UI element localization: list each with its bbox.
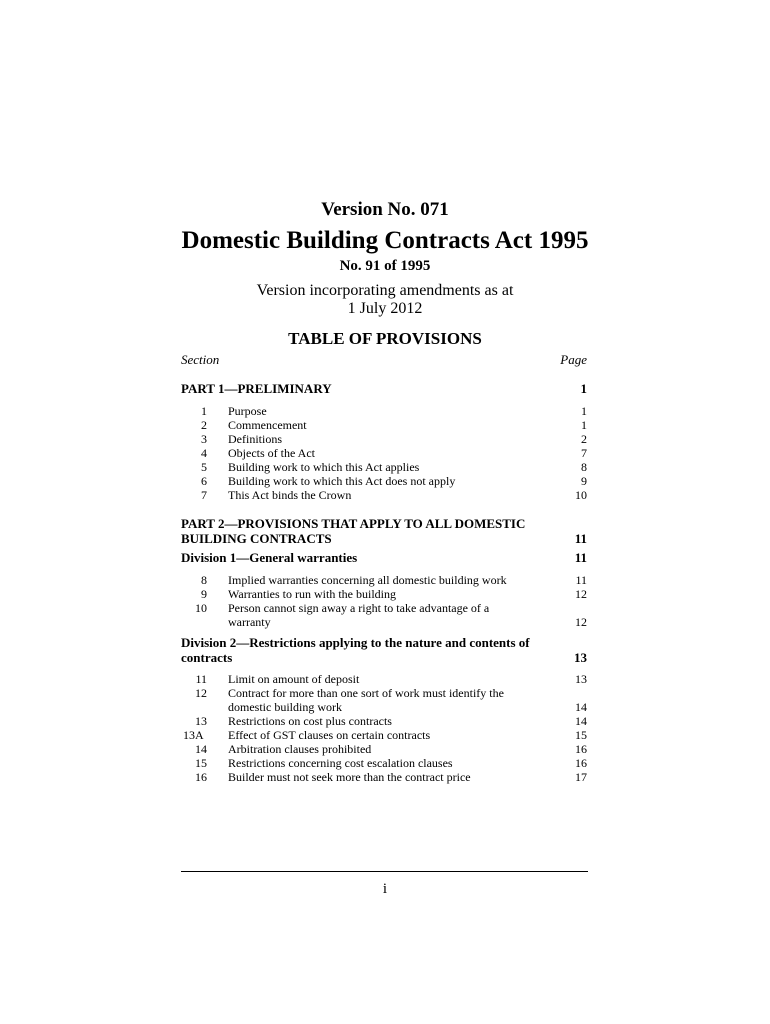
toc-entry xyxy=(181,601,587,629)
entry-page: 10 xyxy=(575,488,587,502)
entry-number: 4 xyxy=(201,446,207,460)
entry-page: 15 xyxy=(575,728,587,742)
entry-text: Building work to which this Act applies xyxy=(228,460,420,474)
entry-number: 16 xyxy=(195,770,207,784)
toc-title: TABLE OF PROVISIONS xyxy=(288,329,482,348)
entry-number: 15 xyxy=(195,756,207,770)
entry-number: 13A xyxy=(183,728,204,742)
entry-page: 14 xyxy=(575,700,587,714)
entry-number: 1 xyxy=(201,404,207,418)
entry-page: 17 xyxy=(575,770,587,784)
entry-number: 10 xyxy=(195,601,207,615)
division-1-heading xyxy=(181,550,587,565)
toc-entry xyxy=(181,672,587,686)
entry-number: 5 xyxy=(201,460,207,474)
toc-entry xyxy=(181,432,587,446)
entry-page: 12 xyxy=(575,587,587,601)
entry-text: Implied warranties concerning all domestic building work xyxy=(228,573,507,587)
part-1-heading xyxy=(181,381,587,396)
document-title: Domestic Building Contracts Act 1995 xyxy=(181,227,589,254)
entry-text: Building work to which this Act does not apply xyxy=(228,474,456,488)
toc-entry xyxy=(181,587,587,601)
entry-page: 2 xyxy=(581,432,587,446)
entry-text: Commencement xyxy=(228,418,307,432)
division-1-heading-page: 11 xyxy=(574,550,587,565)
section-column-header: Section xyxy=(181,352,220,367)
entry-text: Builder must not seek more than the contract price xyxy=(228,770,471,784)
entry-text: Definitions xyxy=(228,432,282,446)
part-2-heading-text: PART 2—PROVISIONS THAT APPLY TO ALL DOMESTIC BUILDING CONTRACTS xyxy=(181,516,526,546)
toc-entry xyxy=(181,686,587,714)
entry-page: 9 xyxy=(581,474,587,488)
part-2-heading-page: 11 xyxy=(574,531,587,546)
entry-number: 2 xyxy=(201,418,207,432)
entry-number: 13 xyxy=(195,714,207,728)
entry-number: 9 xyxy=(201,587,207,601)
entry-number: 7 xyxy=(201,488,207,502)
toc-entry xyxy=(181,573,587,587)
entry-page: 1 xyxy=(581,418,587,432)
entry-page: 11 xyxy=(575,573,587,587)
entry-text: Contract for more than one sort of work must identify the domestic building work xyxy=(228,686,504,714)
entry-text: Warranties to run with the building xyxy=(228,587,396,601)
toc-entry xyxy=(181,418,587,432)
entry-page: 14 xyxy=(575,714,587,728)
toc-entry xyxy=(181,756,587,770)
part-2-heading xyxy=(181,516,587,546)
entry-number: 11 xyxy=(195,672,207,686)
entry-text: Arbitration clauses prohibited xyxy=(228,742,372,756)
entry-page: 13 xyxy=(575,672,587,686)
toc-entry xyxy=(181,714,587,728)
entry-text: Person cannot sign away a right to take advantage of a warranty xyxy=(228,601,490,629)
page-number: i xyxy=(382,881,388,897)
entry-page: 8 xyxy=(581,460,587,474)
division-2-heading xyxy=(181,635,587,665)
entry-text: Limit on amount of deposit xyxy=(228,672,360,686)
division-2-heading-page: 13 xyxy=(574,650,587,665)
entry-number: 6 xyxy=(201,474,207,488)
entry-page: 16 xyxy=(575,756,587,770)
page-column-header: Page xyxy=(560,352,587,367)
division-1-heading-text: Division 1—General warranties xyxy=(181,550,358,565)
entry-number: 3 xyxy=(201,432,207,446)
toc-entry xyxy=(181,474,587,488)
toc-entry xyxy=(181,728,587,742)
part-1-heading-page: 1 xyxy=(580,381,587,396)
entry-text: Purpose xyxy=(228,404,267,418)
entry-text: Restrictions concerning cost escalation clauses xyxy=(228,756,453,770)
toc-entry xyxy=(181,488,587,502)
footer-rule xyxy=(181,871,588,872)
version-number: Version No. 071 xyxy=(321,199,449,220)
entry-page: 7 xyxy=(581,446,587,460)
toc-entry xyxy=(181,770,587,784)
part-1-heading-text: PART 1—PRELIMINARY xyxy=(181,381,332,396)
entry-number: 14 xyxy=(195,742,207,756)
toc-entry xyxy=(181,404,587,418)
division-2-heading-text: Division 2—Restrictions applying to the nature and contents of contracts xyxy=(181,635,530,665)
act-number: No. 91 of 1995 xyxy=(339,258,431,274)
incorporating-line-1: Version incorporating amendments as at xyxy=(256,282,514,299)
toc-entry xyxy=(181,446,587,460)
entry-text: Restrictions on cost plus contracts xyxy=(228,714,392,728)
entry-text: Objects of the Act xyxy=(228,446,315,460)
toc-entry xyxy=(181,460,587,474)
entry-text: Effect of GST clauses on certain contracts xyxy=(228,728,431,742)
entry-number: 8 xyxy=(201,573,207,587)
entry-page: 12 xyxy=(575,615,587,629)
entry-number: 12 xyxy=(195,686,207,700)
toc-entry xyxy=(181,742,587,756)
entry-page: 16 xyxy=(575,742,587,756)
entry-page: 1 xyxy=(581,404,587,418)
entry-text: This Act binds the Crown xyxy=(228,488,352,502)
incorporating-line-2: 1 July 2012 xyxy=(347,300,423,317)
